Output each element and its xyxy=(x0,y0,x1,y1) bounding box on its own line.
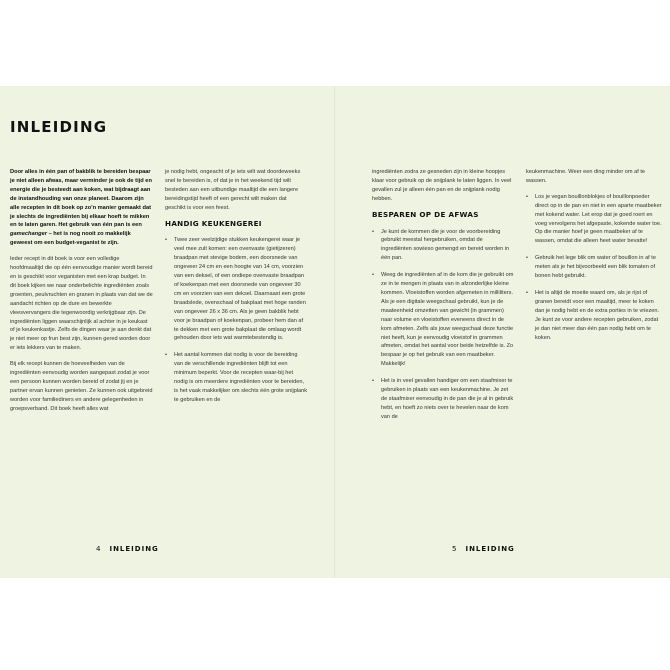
list-item: • Gebruik het lege blik om water of bouillon in af te meten als je het bijvoorbeeld een blik tomaten of bonen hebt gebruikt. xyxy=(526,254,664,281)
list-item: • Het aantal kommen dat nodig is voor de bereiding van de verschillende ingrediënten blijft tot een minimum beperkt. Voor de recepten waar-bij het nodig is om meerdere ingrediënten voor te bereiden, is het vaak makkelijker om slechts één grote snijplank te gebruiken en de xyxy=(165,351,308,404)
page-title: INLEIDING xyxy=(10,118,108,136)
footer-right xyxy=(452,545,515,553)
intro-emphasis: gamechanger xyxy=(10,231,47,238)
body-paragraph: Bij elk recept kunnen de hoeveelheden van de ingrediënten eenvoudig worden aangepast zodat je voor een persoon kunnen worden bereid of zodat jij en je partner ervan kunnen genieten. Ze kunnen ook uitgebreid worden voor familiediners en andere gelegenheden in groepsverband. Dit boek heeft alles wat xyxy=(10,361,153,412)
bullet-list-afwas xyxy=(372,228,515,422)
section-heading-afwas: BESPAREN OP DE AFWAS xyxy=(372,209,479,219)
list-item: • Los je vegan bouillonblokjes of bouillonpoeder direct op in de pan en niet in een aparte maatbeker met kokend water. Let erop dat je goed roert en voeg vervolgens het afgepaste, kokende water toe. Op die manier hoef je geen maatbeker af te wassen, omdat die alleen heet water bevatte! xyxy=(526,193,664,246)
running-footer: INLEIDING xyxy=(109,545,159,553)
body-paragraph: je nodig hebt, ongeacht of je iets wilt wat doordeweeks snel te bereiden is, of dat je in het weekend tijd wilt besteden aan een uitbundige maaltijd die een langere bereidingstijd heeft of een gerecht wilt maken dat geschikt is voor een feest. xyxy=(165,169,301,211)
column-4 xyxy=(526,168,664,350)
list-item: • Je kunt de kommen die je voor de voorbereiding gebruikt meestal hergebruiken, omdat de ingrediënten sowieso gemengd en bereid worden in één pan. xyxy=(372,228,515,264)
section-heading-keukengerei: HANDIG KEUKENGEREI xyxy=(165,218,262,228)
column-1 xyxy=(10,168,153,421)
list-item: • Weeg de ingrediënten af in de kom die je gebruikt om ze in te mengen in plaats van in afzonderlijke kleine kommen. Vloeistoffen worden afgemeten in milliliters. Als je een digitale weegschaal gebruikt, kun je de maateenheid omzetten van gewicht (in grammen) naar volume en vloeistoffen eveneens direct in de kom afmeten. Zelfs als jouw weegschaal deze functie niet heeft, kun je eenvoudig vloeistof in grammen afmeten, omdat het aantal voor beide hetzelfde is. Zo bespaar je op het gebruik van een maatbeker. Makkelijk! xyxy=(372,271,515,369)
body-paragraph: ingrediënten zodra ze gesneden zijn in kleine hoopjes klaar voor gebruik op de snijplank te laten liggen. In veel gevallen zul je alleen één pan en de snijplank nodig hebben. xyxy=(372,169,512,202)
list-item: • Twee zeer veelzijdige stukken keukengerei waar je veel mee zult komen: een ovenvaste (gietijzeren) braadpan met stevige bodem, een doorsnede van ongeveer 24 cm en een hoogte van 14 cm, voorzien van een deksel, of een ondiepe ovenvaste braadpan of koekenpan met een doorsnede van ongeveer 30 cm en voorzien van een deksel. Daarnaast een grote braadslede, ovenschaal of bakplaat met hoge randen van ongeveer 26 x 36 cm. Als je geen bakblik hebt voor je braadpan of koekenpan, probeer hem dan af te dekken met een grote bakplaat die omlaag wordt gehouden door iets wat warmtebestendig is. xyxy=(165,236,308,343)
running-footer: INLEIDING xyxy=(465,545,515,553)
page-number: 5 xyxy=(452,545,458,553)
page-number: 4 xyxy=(96,545,102,553)
column-3 xyxy=(372,168,515,430)
list-item: • Het is altijd de moeite waard om, als je rijst of granen bereidt voor een maaltijd, meer te koken dan je nodig hebt en de extra porties in te vriezen. Je kunt ze voor andere recepten gebruiken, zodat je dan niet meer dan één pan nodig hebt om te koken. xyxy=(526,289,664,342)
intro-paragraph: Door alles in één pan of bakblik te bereiden bespaar je niet alleen afwas, maar verminder je ook de tijd en energie die je besteedt aan koken, wat bijdraagt aan de instandhouding van onze planeet. Daarom zijn alle recepten in dit boek op zo'n manier gemaakt dat je slechts de ingrediënten bij elkaar hoeft te mikken en te laten garen. Het gebruik van één pan is een gamechanger – het is nog nooit zo makkelijk geweest om een budget-veganist te zijn. xyxy=(10,169,152,247)
bullet-list-afwas-continued xyxy=(526,193,664,343)
page-gutter xyxy=(334,86,335,578)
bullet-list-keukengerei xyxy=(165,236,308,404)
body-paragraph: keukenmachine. Weer een ding minder om af te wassen. xyxy=(526,169,645,184)
body-paragraph: Ieder recept in dit boek is voor een volledige hoofdmaaltijd die op één eenvoudige manier wordt bereid en is geschikt voor veganisten met een krap budget. In dit boek kijken we naar onderbelichte ingrediënten zoals groenten, peulvruchten en granen in plaats van dat we de aandacht richten op de dure en bewerkte vleesvervangers die tegenwoordig verkrijgbaar zijn. De ingrediënten liggen waarschijnlijk al achter in je keukast of je keukenkastje. Zelfs de dingen waar je aan denkt dat je niet meer op frun best zijn, kunnen gered worden door er iets lekkers van te maken. xyxy=(10,256,153,352)
list-item: • Het is in veel gevallen handiger om een staafmixer te gebruiken in plaats van een keukenmachine. Je zet de staafmixer eenvoudig in de pan die je al in gebruik hebt, en hoeft zo niets over te hevelen naar de kom van de xyxy=(372,377,515,422)
footer-left xyxy=(96,545,159,553)
column-2 xyxy=(165,168,308,413)
